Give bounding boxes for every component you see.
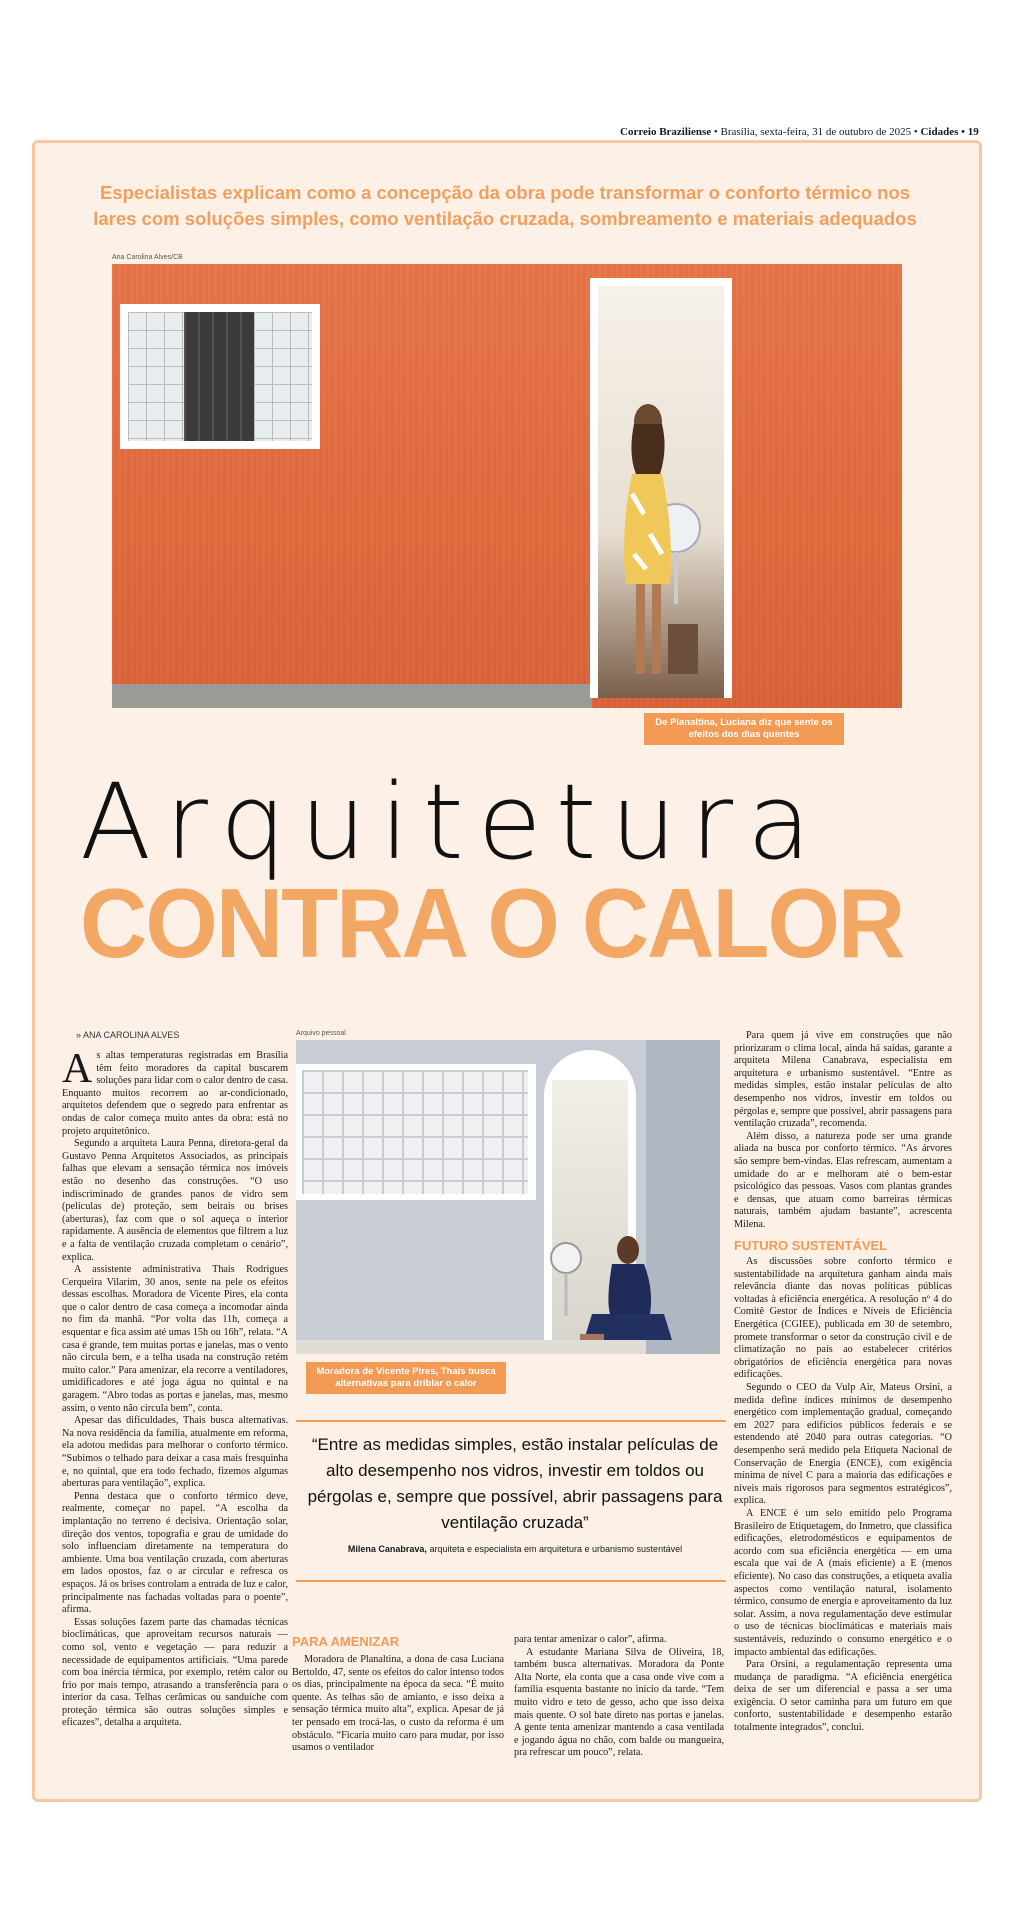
photo1-caption: De Planaltina, Luciana diz que sente os efeitos dos dias quentes xyxy=(644,713,844,745)
paragraph: A ENCE é um selo emitido pelo Programa Brasileiro de Etiquetagem, do Inmetro, que classifica edificações, eletrodomésticos e equipamentos de acordo com sua eficiência energética — em uma escala que vai de A (mais eficiente) a E (menos eficiente). No caso das construções, a etiqueta avalia aspectos como ventilação natural, isolamento térmico, consumo de energia e aproveitamento da luz solar. Assim, a nova regulamentação deve estimular o uso de técnicas bioclimáticas e materiais mais sustentáveis, reduzindo o consumo energético e o impacto ambiental das edificações. xyxy=(734,1507,952,1658)
paragraph: Para Orsini, a regulamentação representa uma mudança de paradigma. “A eficiência energética deixa de ser um diferencial e passa a ser uma exigência. O setor caminha para um futuro em que conforto, sustentabilidade e desempenho estarão totalmente integrados”, conclui. xyxy=(734,1659,952,1734)
photo-thais-at-door xyxy=(296,1040,720,1354)
subhead-para-amenizar: PARA AMENIZAR xyxy=(292,1634,400,1649)
paragraph: Penna destaca que o conforto térmico deve, realmente, começar no papel. “A escolha da implantação no terreno é decisiva. Orientação solar, direção dos ventos, topografia e grau de umidade do solo influenciam diretamente na temperatura do ambiente. Uma boa ventilação cruzada, com aberturas em lados opostos, faz o ar circular e refresca os espaços. Já os brises controlam a entrada de luz e calor, principalmente nas fachadas voltadas para o poente”, afirma. xyxy=(62,1490,288,1616)
window-image xyxy=(120,304,320,449)
quote-attribution: Milena Canabrava, arquiteta e especialista em arquitetura e urbanismo sustentável xyxy=(347,1544,683,1554)
newspaper-name: Correio Braziliense xyxy=(620,126,712,138)
column-3 xyxy=(734,1030,952,1735)
quote-rule-bottom xyxy=(296,1580,726,1582)
pull-quote xyxy=(300,1432,730,1554)
paragraph: As discussões sobre conforto térmico e sustentabilidade na arquitetura ganham ainda mais relevância diante das novas políticas públicas voltadas à eficiência energética. A resolução nº 4 do Comitê Gestor de Índices e Níveis de Eficiência Energética (CGIEE), publicada em 30 de setembro, promete transformar o setor da construção civil e de climatização no país ao estabelecer critérios obrigatórios de eficiência energética para novas edificações. xyxy=(734,1256,952,1381)
headline-line2: CONTRA O CALOR xyxy=(80,868,904,978)
person-luciana xyxy=(610,394,680,694)
headline-line1: Arquitetura xyxy=(80,761,825,883)
column-1 xyxy=(62,1046,288,1730)
photo2-credit: Arquivo pessoal xyxy=(296,1030,346,1037)
paragraph: Para quem já vive em construções que não priorizaram o clima local, ainda há saídas, garante a arquiteta Milena Canabrava, especialista em arquitetura e urbanismo sustentável. “Entre as medidas simples, estão instalar películas de alto desempenho nos vidros, investir em toldos ou pérgolas e, sempre que possível, abrir passagens para ventilação cruzada”, recomenda. xyxy=(734,1030,952,1130)
paragraph: Essas soluções fazem parte das chamadas técnicas bioclimáticas, que aproveitam recursos naturais — como sol, vento e vegetação — para reduzir a necessidade de equipamentos artificiais. “Uma parede com boa inércia térmica, por exemplo, retém calor ou frio por mais tempo, atrasando a transferência para o interior da casa. Telhas cerâmicas ou sanduíche com proteção térmica são outras soluções simples e eficazes”, detalha a arquiteta. xyxy=(62,1616,288,1729)
column-amenizar-a xyxy=(292,1654,504,1755)
subhead-futuro-sustentavel: FUTURO SUSTENTÁVEL xyxy=(734,1237,888,1253)
lead-paragraph: As altas temperaturas registradas em Brasília têm feito moradores da capital buscarem soluções para lidar com o calor dentro de casa. Enquanto muitos recorrem ao ar-condicionado, arquitetos defendem que o segredo para enfrentar as ondas de calor começa muito antes da obra: está no projeto arquitetônico. xyxy=(62,1046,288,1137)
person-thais xyxy=(572,1230,682,1350)
quote-text: “Entre as medidas simples, estão instalar películas de alto desempenho nos vidros, investir em toldos ou pérgolas e, sempre que possível, abrir passagens para ventilação cruzada” xyxy=(307,1435,723,1532)
column-amenizar-b xyxy=(514,1634,724,1760)
section-name: Cidades • 19 xyxy=(920,126,979,138)
paragraph: A assistente administrativa Thais Rodrigues Cerqueira Vilarim, 30 anos, sente na pele os efeitos dessas escolhas. Moradora de Vicente Pires, ela conta que o calor dentro de casa começa a incomodar ainda no fim da manhã. “Por volta das 11h, começa a esquentar e fica assim até umas 15h ou 16h”, relata. “A casa é grande, tem muitas portas e janelas, mas o vento não circula bem, e a telha usada na construção retém muito calor.” Para amenizar, ela recorre a ventiladores, umidificadores e até joga água no quintal e na garagem. “Abro todas as portas e janelas, mas, mesmo assim, o vento não circula bem”, conta. xyxy=(62,1264,288,1414)
paragraph: Segundo a arquiteta Laura Penna, diretora-geral da Gustavo Penna Arquitetos Associados, as principais falhas que elevam a sensação térmica nos imóveis estão no desenho das construções. “O uso indiscriminado de grandes panos de vidro sem (películas de) proteção, sem beirais ou brises (aberturas), faz com que o sol aqueça o interior rapidamente. A ausência de elementos que filtrem a luz e a falta de ventilação cruzada completam o cenário”, explica. xyxy=(62,1138,288,1263)
paragraph: Moradora de Planaltina, a dona de casa Luciana Bertoldo, 47, sente os efeitos do calor intenso todos os dias, principalmente na época da seca. “É muito quente. As telhas são de amianto, e isso deixa a sensação térmica muito alta”, explica. Apesar de já ter pensado em trocá-las, o custo da reforma é um obstáculo. “Ficaria muito caro para mudar, por isso usamos o ventilador xyxy=(292,1654,504,1754)
paragraph: para tentar amenizar o calor”, afirma. xyxy=(514,1634,667,1645)
photo-luciana-at-door xyxy=(112,264,902,708)
paragraph: A estudante Mariana Silva de Oliveira, 18, também busca alternativas. Moradora da Ponte Alta Norte, ela conta que a casa onde vive com a família esquenta bastante no início da tarde. “Tem muito vidro e teto de gesso, acho que isso deixa mais quente. O sol bate direto nas portas e janelas. A gente tenta amenizar mantendo a casa ventilada e jogando água no chão, com balde ou mangueira, pra refrescar um pouco”, relata. xyxy=(514,1646,724,1759)
byline: » ANA CAROLINA ALVES xyxy=(76,1030,180,1040)
quote-rule-top xyxy=(296,1420,726,1422)
paragraph: Além disso, a natureza pode ser uma grande aliada na busca por conforto térmico. “As árvores são sempre bem-vindas. Elas refrescam, aumentam a umidade do ar e melhoram até o bem-estar psicológico das pessoas. Vasos com plantas grandes e densas, que atuam como barreiras térmicas naturais, também ajudam bastante”, acrescenta Milena. xyxy=(734,1130,952,1230)
page-header xyxy=(620,126,979,138)
photo2-caption: Moradora de Vicente Pires, Thais busca alternativas para driblar o calor xyxy=(306,1362,506,1394)
paragraph: Apesar das dificuldades, Thais busca alternativas. Na nova residência da família, atualmente em reforma, ela adotou medidas para melhorar o conforto térmico. “Subimos o telhado para deixar a casa mais fresquinha e, no quintal, que era todo fechado, fizemos algumas aberturas para ventilação”, explica. xyxy=(62,1415,288,1490)
paragraph: Segundo o CEO da Vulp Air, Mateus Orsini, a medida define índices mínimos de desempenho energético com implementação gradual, começando em 2027 para edifícios públicos federais e se estendendo até 2040 para outras categorias. “O desempenho será medido pela Etiqueta Nacional de Conservação de Energia (ENCE), com exigência mínima de nível C para a maioria das edificações e níveis mais rigorosos para segmentos estratégicos”, explica. xyxy=(734,1382,952,1507)
dateline: • Brasília, sexta-feira, 31 de outubro de 2025 • xyxy=(711,126,921,138)
photo1-credit: Ana Carolina Alves/CB xyxy=(112,254,183,261)
article-deck: Especialistas explicam como a concepção da obra pode transformar o conforto térmico nos lares com soluções simples, como ventilação cruzada, sombreamento e materiais adequados xyxy=(93,182,917,229)
